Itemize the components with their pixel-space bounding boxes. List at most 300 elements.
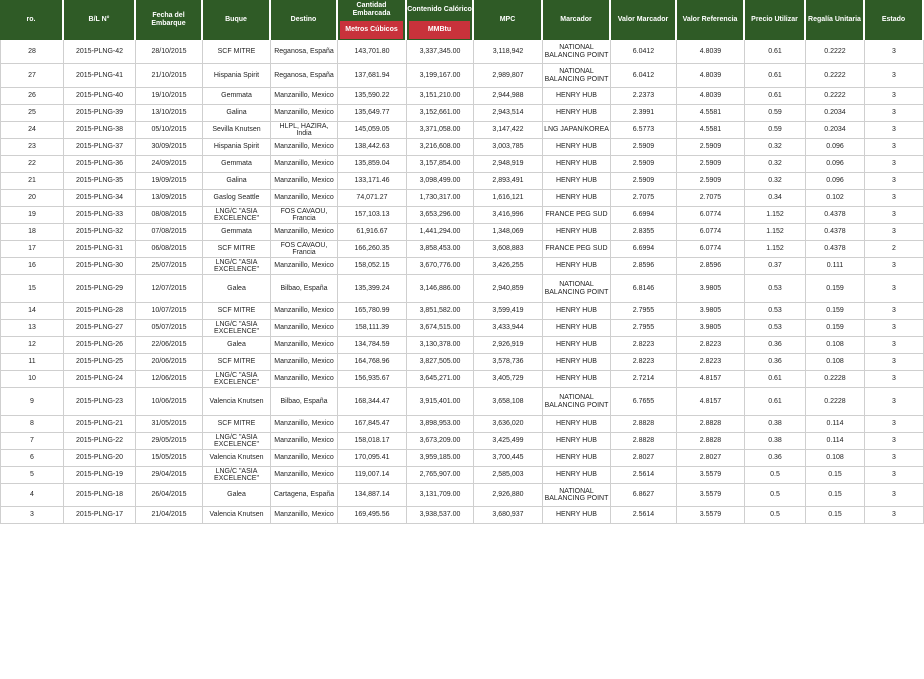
- cell-precio: 1.152: [745, 241, 806, 258]
- cell-buque: Galea: [203, 337, 271, 354]
- cell-valor-marcador: 2.7955: [611, 320, 677, 337]
- cell-destino: Manzanillo, Mexico: [271, 303, 338, 320]
- cell-estado: 3: [865, 139, 924, 156]
- cell-estado: 3: [865, 64, 924, 88]
- cell-valor-referencia: 6.0774: [677, 224, 745, 241]
- cell-destino: Manzanillo, Mexico: [271, 156, 338, 173]
- cell-bl: 2015-PLNG-34: [64, 190, 136, 207]
- cell-regalia: 0.114: [806, 416, 865, 433]
- cell-mpc: 1,616,121: [474, 190, 543, 207]
- cell-buque: LNG/C "ASIA EXCELENCE": [203, 371, 271, 388]
- cell-valor-marcador: 6.8146: [611, 275, 677, 303]
- cell-cantidad: 168,344.47: [338, 388, 407, 416]
- cell-estado: 3: [865, 105, 924, 122]
- cell-marcador: HENRY HUB: [543, 105, 611, 122]
- cell-contenido: 3,098,499.00: [407, 173, 474, 190]
- cell-bl: 2015-PLNG-33: [64, 207, 136, 224]
- cell-regalia: 0.102: [806, 190, 865, 207]
- col-header-contenido-unit: MMBtu: [409, 21, 470, 39]
- cell-contenido: 3,131,709.00: [407, 484, 474, 507]
- cell-fecha: 13/10/2015: [136, 105, 203, 122]
- cell-cantidad: 143,701.80: [338, 40, 407, 64]
- cell-marcador: FRANCE PEG SUD: [543, 207, 611, 224]
- cell-estado: 3: [865, 371, 924, 388]
- cell-mpc: 3,416,996: [474, 207, 543, 224]
- cell-mpc: 3,608,883: [474, 241, 543, 258]
- table-row: [0, 303, 924, 320]
- cell-valor-marcador: 2.5614: [611, 467, 677, 484]
- cell-marcador: HENRY HUB: [543, 303, 611, 320]
- cell-fecha: 30/09/2015: [136, 139, 203, 156]
- cell-valor-referencia: 3.9805: [677, 303, 745, 320]
- cell-marcador: NATIONAL BALANCING POINT: [543, 275, 611, 303]
- cell-estado: 3: [865, 337, 924, 354]
- cell-estado: 3: [865, 484, 924, 507]
- col-header-contenido-label: Contenido Calórico: [407, 0, 472, 20]
- cell-buque: Galina: [203, 105, 271, 122]
- cell-mpc: 2,926,880: [474, 484, 543, 507]
- cell-marcador: HENRY HUB: [543, 156, 611, 173]
- cell-ro: 12: [0, 337, 64, 354]
- cell-contenido: 1,441,294.00: [407, 224, 474, 241]
- col-header-marcador: Marcador: [543, 0, 611, 40]
- cell-valor-marcador: 2.5909: [611, 173, 677, 190]
- cell-buque: Valencia Knutsen: [203, 450, 271, 467]
- cell-marcador: NATIONAL BALANCING POINT: [543, 484, 611, 507]
- cell-buque: LNG/C "ASIA EXCELENCE": [203, 433, 271, 450]
- cell-precio: 0.34: [745, 190, 806, 207]
- cell-cantidad: 169,495.56: [338, 507, 407, 524]
- cell-cantidad: 167,845.47: [338, 416, 407, 433]
- cell-regalia: 0.096: [806, 139, 865, 156]
- table-row: [0, 337, 924, 354]
- cell-bl: 2015-PLNG-20: [64, 450, 136, 467]
- cell-estado: 3: [865, 303, 924, 320]
- cell-cantidad: 170,095.41: [338, 450, 407, 467]
- cell-bl: 2015-PLNG-41: [64, 64, 136, 88]
- cell-bl: 2015-PLNG-28: [64, 303, 136, 320]
- col-header-estado: Estado: [865, 0, 924, 40]
- cell-destino: Manzanillo, Mexico: [271, 337, 338, 354]
- cell-ro: 26: [0, 88, 64, 105]
- cell-bl: 2015-PLNG-27: [64, 320, 136, 337]
- cell-precio: 0.53: [745, 303, 806, 320]
- cell-buque: Sevilla Knutsen: [203, 122, 271, 139]
- cell-mpc: 2,940,859: [474, 275, 543, 303]
- cell-buque: SCF MITRE: [203, 303, 271, 320]
- cell-estado: 3: [865, 354, 924, 371]
- cell-ro: 10: [0, 371, 64, 388]
- cell-bl: 2015-PLNG-18: [64, 484, 136, 507]
- cell-contenido: 3,898,953.00: [407, 416, 474, 433]
- col-header-cantidad-unit: Metros Cúbicos: [340, 21, 403, 39]
- cell-bl: 2015-PLNG-31: [64, 241, 136, 258]
- cell-cantidad: 135,590.22: [338, 88, 407, 105]
- cell-contenido: 3,938,537.00: [407, 507, 474, 524]
- cell-contenido: 3,959,185.00: [407, 450, 474, 467]
- cell-estado: 3: [865, 467, 924, 484]
- cell-valor-referencia: 2.5909: [677, 139, 745, 156]
- cell-destino: Manzanillo, Mexico: [271, 139, 338, 156]
- cell-fecha: 06/08/2015: [136, 241, 203, 258]
- cell-valor-referencia: 4.8157: [677, 371, 745, 388]
- cell-contenido: 3,653,296.00: [407, 207, 474, 224]
- cell-estado: 3: [865, 388, 924, 416]
- table-row: [0, 207, 924, 224]
- cell-bl: 2015-PLNG-35: [64, 173, 136, 190]
- cell-bl: 2015-PLNG-19: [64, 467, 136, 484]
- cell-estado: 3: [865, 433, 924, 450]
- cell-ro: 8: [0, 416, 64, 433]
- cell-cantidad: 135,649.77: [338, 105, 407, 122]
- table-row: [0, 388, 924, 416]
- table-row: [0, 40, 924, 64]
- cell-cantidad: 164,768.96: [338, 354, 407, 371]
- cell-precio: 1.152: [745, 224, 806, 241]
- cell-valor-referencia: 2.5909: [677, 156, 745, 173]
- cell-estado: 3: [865, 173, 924, 190]
- table-row: [0, 258, 924, 275]
- cell-mpc: 2,893,491: [474, 173, 543, 190]
- cell-ro: 5: [0, 467, 64, 484]
- table-row: [0, 241, 924, 258]
- cell-valor-referencia: 2.8828: [677, 416, 745, 433]
- cell-cantidad: 135,399.24: [338, 275, 407, 303]
- cell-fecha: 25/07/2015: [136, 258, 203, 275]
- table-row: [0, 88, 924, 105]
- cell-precio: 0.36: [745, 337, 806, 354]
- cell-precio: 0.32: [745, 173, 806, 190]
- cell-ro: 14: [0, 303, 64, 320]
- table-row: [0, 64, 924, 88]
- cell-bl: 2015-PLNG-38: [64, 122, 136, 139]
- cell-regalia: 0.108: [806, 337, 865, 354]
- cell-valor-marcador: 2.8596: [611, 258, 677, 275]
- cell-fecha: 21/10/2015: [136, 64, 203, 88]
- cell-destino: Manzanillo, Mexico: [271, 173, 338, 190]
- cell-precio: 0.61: [745, 88, 806, 105]
- cell-ro: 7: [0, 433, 64, 450]
- cell-valor-referencia: 2.7075: [677, 190, 745, 207]
- cell-valor-marcador: 2.5909: [611, 156, 677, 173]
- cell-valor-marcador: 6.5773: [611, 122, 677, 139]
- cell-valor-referencia: 4.8039: [677, 64, 745, 88]
- cell-marcador: NATIONAL BALANCING POINT: [543, 40, 611, 64]
- cell-contenido: 3,851,582.00: [407, 303, 474, 320]
- cell-precio: 0.5: [745, 467, 806, 484]
- cell-ro: 27: [0, 64, 64, 88]
- cell-destino: Manzanillo, Mexico: [271, 507, 338, 524]
- table-row: [0, 371, 924, 388]
- cell-fecha: 13/09/2015: [136, 190, 203, 207]
- cell-regalia: 0.2222: [806, 64, 865, 88]
- cell-valor-marcador: 2.7955: [611, 303, 677, 320]
- cell-valor-marcador: 2.5614: [611, 507, 677, 524]
- cell-valor-marcador: 2.8027: [611, 450, 677, 467]
- cell-valor-referencia: 3.5579: [677, 484, 745, 507]
- cell-regalia: 0.096: [806, 173, 865, 190]
- cell-precio: 0.59: [745, 122, 806, 139]
- cell-buque: LNG/C "ASIA EXCELENCE": [203, 467, 271, 484]
- cell-destino: Manzanillo, Mexico: [271, 320, 338, 337]
- table-row: [0, 484, 924, 507]
- cell-ro: 21: [0, 173, 64, 190]
- cell-cantidad: 137,681.94: [338, 64, 407, 88]
- cell-buque: SCF MITRE: [203, 416, 271, 433]
- cell-bl: 2015-PLNG-37: [64, 139, 136, 156]
- cell-marcador: HENRY HUB: [543, 433, 611, 450]
- cell-destino: Manzanillo, Mexico: [271, 467, 338, 484]
- cell-valor-referencia: 4.8039: [677, 40, 745, 64]
- cell-destino: FOS CAVAOU, Francia: [271, 241, 338, 258]
- cell-buque: LNG/C "ASIA EXCELENCE": [203, 320, 271, 337]
- cell-destino: Reganosa, España: [271, 40, 338, 64]
- cell-bl: 2015-PLNG-21: [64, 416, 136, 433]
- cell-buque: Valencia Knutsen: [203, 388, 271, 416]
- cell-valor-referencia: 3.9805: [677, 275, 745, 303]
- cell-cantidad: 133,171.46: [338, 173, 407, 190]
- cell-marcador: HENRY HUB: [543, 416, 611, 433]
- table-row: [0, 156, 924, 173]
- cell-mpc: 3,426,255: [474, 258, 543, 275]
- cell-fecha: 08/08/2015: [136, 207, 203, 224]
- cell-mpc: 3,433,944: [474, 320, 543, 337]
- cell-marcador: HENRY HUB: [543, 88, 611, 105]
- cell-valor-marcador: 2.7214: [611, 371, 677, 388]
- table-row: [0, 354, 924, 371]
- cell-fecha: 05/10/2015: [136, 122, 203, 139]
- cell-contenido: 3,670,776.00: [407, 258, 474, 275]
- cell-ro: 4: [0, 484, 64, 507]
- cell-destino: Manzanillo, Mexico: [271, 258, 338, 275]
- cell-bl: 2015-PLNG-23: [64, 388, 136, 416]
- cell-fecha: 24/09/2015: [136, 156, 203, 173]
- cell-fecha: 10/06/2015: [136, 388, 203, 416]
- cell-mpc: 1,348,069: [474, 224, 543, 241]
- cell-estado: 3: [865, 507, 924, 524]
- cell-mpc: 3,658,108: [474, 388, 543, 416]
- cell-marcador: HENRY HUB: [543, 258, 611, 275]
- cell-fecha: 31/05/2015: [136, 416, 203, 433]
- cell-fecha: 12/06/2015: [136, 371, 203, 388]
- col-header-cantidad: [338, 0, 407, 40]
- cell-marcador: HENRY HUB: [543, 337, 611, 354]
- cell-destino: Manzanillo, Mexico: [271, 105, 338, 122]
- cell-estado: 3: [865, 258, 924, 275]
- cell-precio: 0.36: [745, 450, 806, 467]
- cell-fecha: 21/04/2015: [136, 507, 203, 524]
- col-header-contenido: [407, 0, 474, 40]
- cell-mpc: 2,943,514: [474, 105, 543, 122]
- cell-contenido: 3,199,167.00: [407, 64, 474, 88]
- cell-destino: Cartagena, España: [271, 484, 338, 507]
- cell-regalia: 0.108: [806, 354, 865, 371]
- cell-fecha: 22/06/2015: [136, 337, 203, 354]
- cell-ro: 23: [0, 139, 64, 156]
- table-row: [0, 105, 924, 122]
- cell-valor-referencia: 2.8027: [677, 450, 745, 467]
- cell-estado: 3: [865, 450, 924, 467]
- cell-precio: 0.32: [745, 156, 806, 173]
- cell-ro: 22: [0, 156, 64, 173]
- cell-valor-marcador: 2.8355: [611, 224, 677, 241]
- cell-valor-referencia: 3.5579: [677, 507, 745, 524]
- cell-valor-referencia: 2.8223: [677, 337, 745, 354]
- cell-contenido: 2,765,907.00: [407, 467, 474, 484]
- cell-estado: 3: [865, 320, 924, 337]
- col-header-bl: B/L N°: [64, 0, 136, 40]
- cell-precio: 0.38: [745, 416, 806, 433]
- cell-precio: 0.53: [745, 320, 806, 337]
- cell-contenido: 1,730,317.00: [407, 190, 474, 207]
- cell-valor-referencia: 4.5581: [677, 105, 745, 122]
- cell-contenido: 3,151,210.00: [407, 88, 474, 105]
- cell-valor-marcador: 2.8223: [611, 354, 677, 371]
- col-header-ro: ro.: [0, 0, 64, 40]
- table-row: [0, 275, 924, 303]
- cell-marcador: HENRY HUB: [543, 173, 611, 190]
- cell-marcador: HENRY HUB: [543, 354, 611, 371]
- cell-marcador: HENRY HUB: [543, 320, 611, 337]
- cell-contenido: 3,674,515.00: [407, 320, 474, 337]
- cell-buque: Hispania Spirit: [203, 64, 271, 88]
- cell-ro: 9: [0, 388, 64, 416]
- cell-marcador: LNG JAPAN/KOREA: [543, 122, 611, 139]
- cell-destino: Manzanillo, Mexico: [271, 224, 338, 241]
- cell-marcador: NATIONAL BALANCING POINT: [543, 64, 611, 88]
- cell-valor-marcador: 6.7655: [611, 388, 677, 416]
- cell-regalia: 0.2034: [806, 122, 865, 139]
- cell-valor-referencia: 4.5581: [677, 122, 745, 139]
- cell-estado: 3: [865, 156, 924, 173]
- cell-estado: 3: [865, 416, 924, 433]
- cell-regalia: 0.4378: [806, 241, 865, 258]
- cell-cantidad: 145,059.05: [338, 122, 407, 139]
- cell-marcador: HENRY HUB: [543, 507, 611, 524]
- cell-ro: 16: [0, 258, 64, 275]
- col-header-cantidad-label: Cantidad Embarcada: [338, 0, 405, 20]
- cell-valor-referencia: 3.9805: [677, 320, 745, 337]
- cell-valor-marcador: 2.2373: [611, 88, 677, 105]
- table-row: [0, 224, 924, 241]
- col-header-valor-referencia: Valor Referencia: [677, 0, 745, 40]
- cell-buque: Gemmata: [203, 224, 271, 241]
- cell-mpc: 3,118,942: [474, 40, 543, 64]
- table-row: [0, 173, 924, 190]
- cell-bl: 2015-PLNG-17: [64, 507, 136, 524]
- cell-regalia: 0.108: [806, 450, 865, 467]
- cell-precio: 0.53: [745, 275, 806, 303]
- cell-bl: 2015-PLNG-32: [64, 224, 136, 241]
- cell-ro: 28: [0, 40, 64, 64]
- cell-valor-marcador: 2.8223: [611, 337, 677, 354]
- cell-ro: 24: [0, 122, 64, 139]
- cell-ro: 11: [0, 354, 64, 371]
- cell-marcador: HENRY HUB: [543, 371, 611, 388]
- cell-contenido: 3,371,058.00: [407, 122, 474, 139]
- cell-regalia: 0.2034: [806, 105, 865, 122]
- cell-estado: 3: [865, 207, 924, 224]
- cell-cantidad: 74,071.27: [338, 190, 407, 207]
- cell-regalia: 0.159: [806, 320, 865, 337]
- cell-contenido: 3,645,271.00: [407, 371, 474, 388]
- cell-ro: 18: [0, 224, 64, 241]
- cell-valor-referencia: 2.8596: [677, 258, 745, 275]
- cell-valor-referencia: 2.8828: [677, 433, 745, 450]
- cell-estado: 3: [865, 40, 924, 64]
- cell-precio: 0.32: [745, 139, 806, 156]
- cell-estado: 3: [865, 275, 924, 303]
- col-header-fecha: Fecha del Embarque: [136, 0, 203, 40]
- cell-valor-marcador: 6.0412: [611, 64, 677, 88]
- table-row: [0, 190, 924, 207]
- table-body: [0, 40, 924, 524]
- cell-precio: 0.5: [745, 507, 806, 524]
- cell-valor-marcador: 2.5909: [611, 139, 677, 156]
- cell-mpc: 2,989,807: [474, 64, 543, 88]
- cell-estado: 3: [865, 190, 924, 207]
- cell-marcador: HENRY HUB: [543, 450, 611, 467]
- cell-cantidad: 156,935.67: [338, 371, 407, 388]
- cell-fecha: 19/09/2015: [136, 173, 203, 190]
- cell-destino: Manzanillo, Mexico: [271, 450, 338, 467]
- cell-cantidad: 157,103.13: [338, 207, 407, 224]
- cell-ro: 19: [0, 207, 64, 224]
- cell-mpc: 2,944,988: [474, 88, 543, 105]
- cell-estado: 2: [865, 241, 924, 258]
- table-row: [0, 507, 924, 524]
- cell-fecha: 07/08/2015: [136, 224, 203, 241]
- cell-valor-referencia: 4.8039: [677, 88, 745, 105]
- cell-fecha: 19/10/2015: [136, 88, 203, 105]
- cell-buque: Gaslog Seattle: [203, 190, 271, 207]
- cell-fecha: 26/04/2015: [136, 484, 203, 507]
- col-header-regalia: Regalía Unitaria: [806, 0, 865, 40]
- cell-regalia: 0.2228: [806, 388, 865, 416]
- cell-regalia: 0.114: [806, 433, 865, 450]
- cell-marcador: HENRY HUB: [543, 224, 611, 241]
- table-row: [0, 139, 924, 156]
- cell-cantidad: 61,916.67: [338, 224, 407, 241]
- table-row: [0, 320, 924, 337]
- cell-regalia: 0.096: [806, 156, 865, 173]
- cell-fecha: 28/10/2015: [136, 40, 203, 64]
- cell-bl: 2015-PLNG-22: [64, 433, 136, 450]
- cell-precio: 0.36: [745, 354, 806, 371]
- cell-buque: Gemmata: [203, 88, 271, 105]
- cell-bl: 2015-PLNG-39: [64, 105, 136, 122]
- cell-buque: SCF MITRE: [203, 241, 271, 258]
- cell-contenido: 3,216,608.00: [407, 139, 474, 156]
- cell-mpc: 3,147,422: [474, 122, 543, 139]
- cell-precio: 0.59: [745, 105, 806, 122]
- cell-fecha: 29/04/2015: [136, 467, 203, 484]
- cell-mpc: 3,636,020: [474, 416, 543, 433]
- cell-cantidad: 165,780.99: [338, 303, 407, 320]
- cell-buque: Galea: [203, 275, 271, 303]
- cell-buque: LNG/C "ASIA EXCELENCE": [203, 207, 271, 224]
- col-header-mpc: MPC: [474, 0, 543, 40]
- cell-valor-marcador: 2.3991: [611, 105, 677, 122]
- cell-mpc: 3,700,445: [474, 450, 543, 467]
- cell-cantidad: 166,260.35: [338, 241, 407, 258]
- cell-mpc: 3,680,937: [474, 507, 543, 524]
- table-row: [0, 433, 924, 450]
- cell-contenido: 3,157,854.00: [407, 156, 474, 173]
- cell-cantidad: 158,052.15: [338, 258, 407, 275]
- cell-cantidad: 158,111.39: [338, 320, 407, 337]
- cell-marcador: HENRY HUB: [543, 467, 611, 484]
